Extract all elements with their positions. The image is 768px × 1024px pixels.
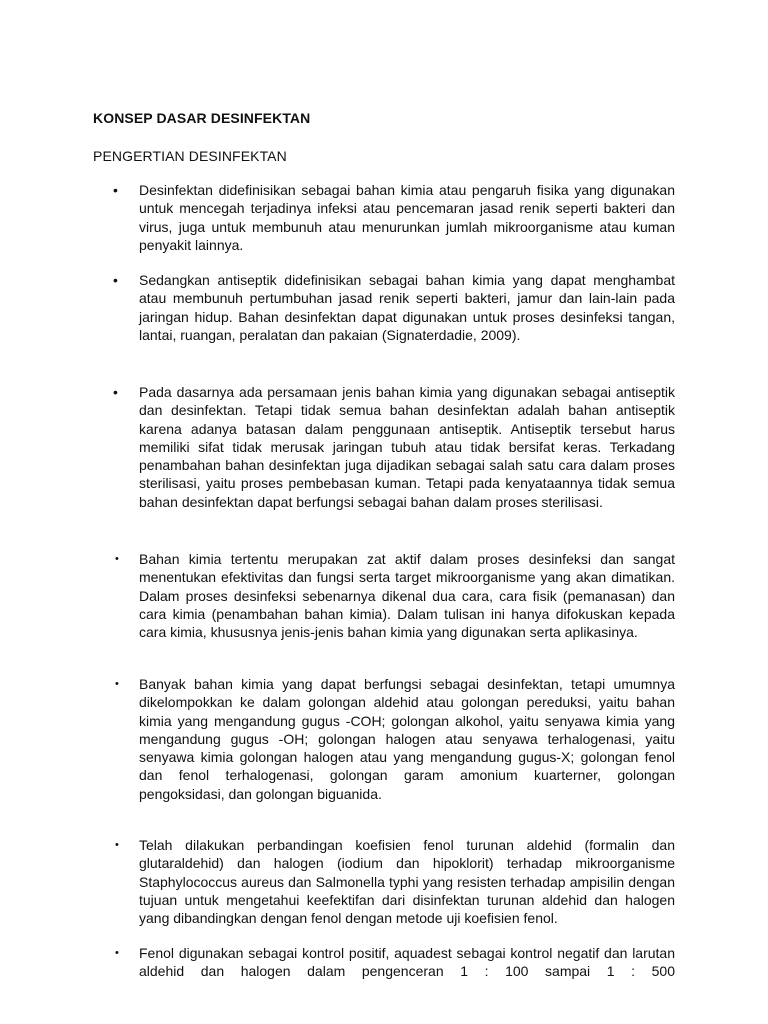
document-title: KONSEP DASAR DESINFEKTAN [93, 110, 311, 126]
paragraph-text: Telah dilakukan perbandingan koefisien fenol turunan aldehid (formalin dan glutaraldehid) dan halogen (iodium dan hipoklorit) terhadap mikroorganisme Staphylococcus aureus dan Salmonella typhi yang resisten terhadap ampisilin dengan tujuan untuk mengetahui keefektifan dari disinfektan turunan aldehid dan halogen yang dibandingkan dengan fenol dengan metode uji koefisien fenol. [139, 837, 675, 927]
bullet-icon: • [113, 182, 118, 198]
bullet-icon: • [113, 384, 118, 400]
section-heading: PENGERTIAN DESINFEKTAN [93, 148, 287, 164]
bullet-icon: • [115, 947, 119, 959]
paragraph-text: Banyak bahan kimia yang dapat berfungsi sebagai desinfektan, tetapi umumnya dikelompokkan ke dalam golongan aldehid atau golongan pereduksi, yaitu bahan kimia yang mengandung gugus -COH; golongan alkohol, yaitu senyawa kimia yang mengandung gugus -OH; golongan halogen atau senyawa terhalogenasi, yaitu senyawa kimia golongan halogen atau yang mengandung gugus-X; golongan fenol dan fenol terhalogenasi, golongan garam amonium kuarterner, golongan pengoksidasi, dan golongan biguanida. [139, 676, 675, 802]
bullet-icon: • [115, 553, 119, 565]
bullet-icon: • [115, 839, 119, 851]
paragraph-text: Fenol digunakan sebagai kontrol positif, aquadest sebagai kontrol negatif dan larutan aldehid dan halogen dalam pengenceran 1 : 100 sampai 1 : 500 [139, 945, 675, 980]
bullet-icon: • [113, 272, 118, 288]
bullet-icon: • [115, 678, 119, 690]
paragraph-text: Sedangkan antiseptik didefinisikan sebagai bahan kimia yang dapat menghambat atau membunuh pertumbuhan jasad renik seperti bakteri, jamur dan lain-lain pada jaringan hidup. Bahan desinfektan dapat digunakan untuk proses desinfeksi tangan, lantai, ruangan, peralatan dan pakaian (Signaterdadie, 2009). [139, 272, 675, 343]
paragraph-text: Desinfektan didefinisikan sebagai bahan kimia atau pengaruh fisika yang digunakan untuk mencegah terjadinya infeksi atau pencemaran jasad renik seperti bakteri dan virus, juga untuk membunuh atau menurunkan jumlah mikroorganisme atau kuman penyakit lainnya. [139, 182, 675, 253]
paragraph-text: Pada dasarnya ada persamaan jenis bahan kimia yang digunakan sebagai antiseptik dan desinfektan. Tetapi tidak semua bahan desinfektan adalah bahan antiseptik karena adanya batasan dalam penggunaan antiseptik. Antiseptik tersebut harus memiliki sifat tidak merusak jaringan tubuh atau tidak bersifat keras. Terkadang penambahan bahan desinfektan juga dijadikan sebagai salah satu cara dalam proses sterilisasi, yaitu proses pembebasan kuman. Tetapi pada kenyataannya tidak semua bahan desinfektan dapat berfungsi sebagai bahan dalam proses sterilisasi. [139, 384, 675, 510]
paragraph-text: Bahan kimia tertentu merupakan zat aktif dalam proses desinfeksi dan sangat menentukan efektivitas dan fungsi serta target mikroorganisme yang akan dimatikan. Dalam proses desinfeksi sebenarnya dikenal dua cara, cara fisik (pemanasan) dan cara kimia (penambahan bahan kimia). Dalam tulisan ini hanya difokuskan kepada cara kimia, khususnya jenis-jenis bahan kimia yang digunakan serta aplikasinya. [139, 551, 675, 641]
